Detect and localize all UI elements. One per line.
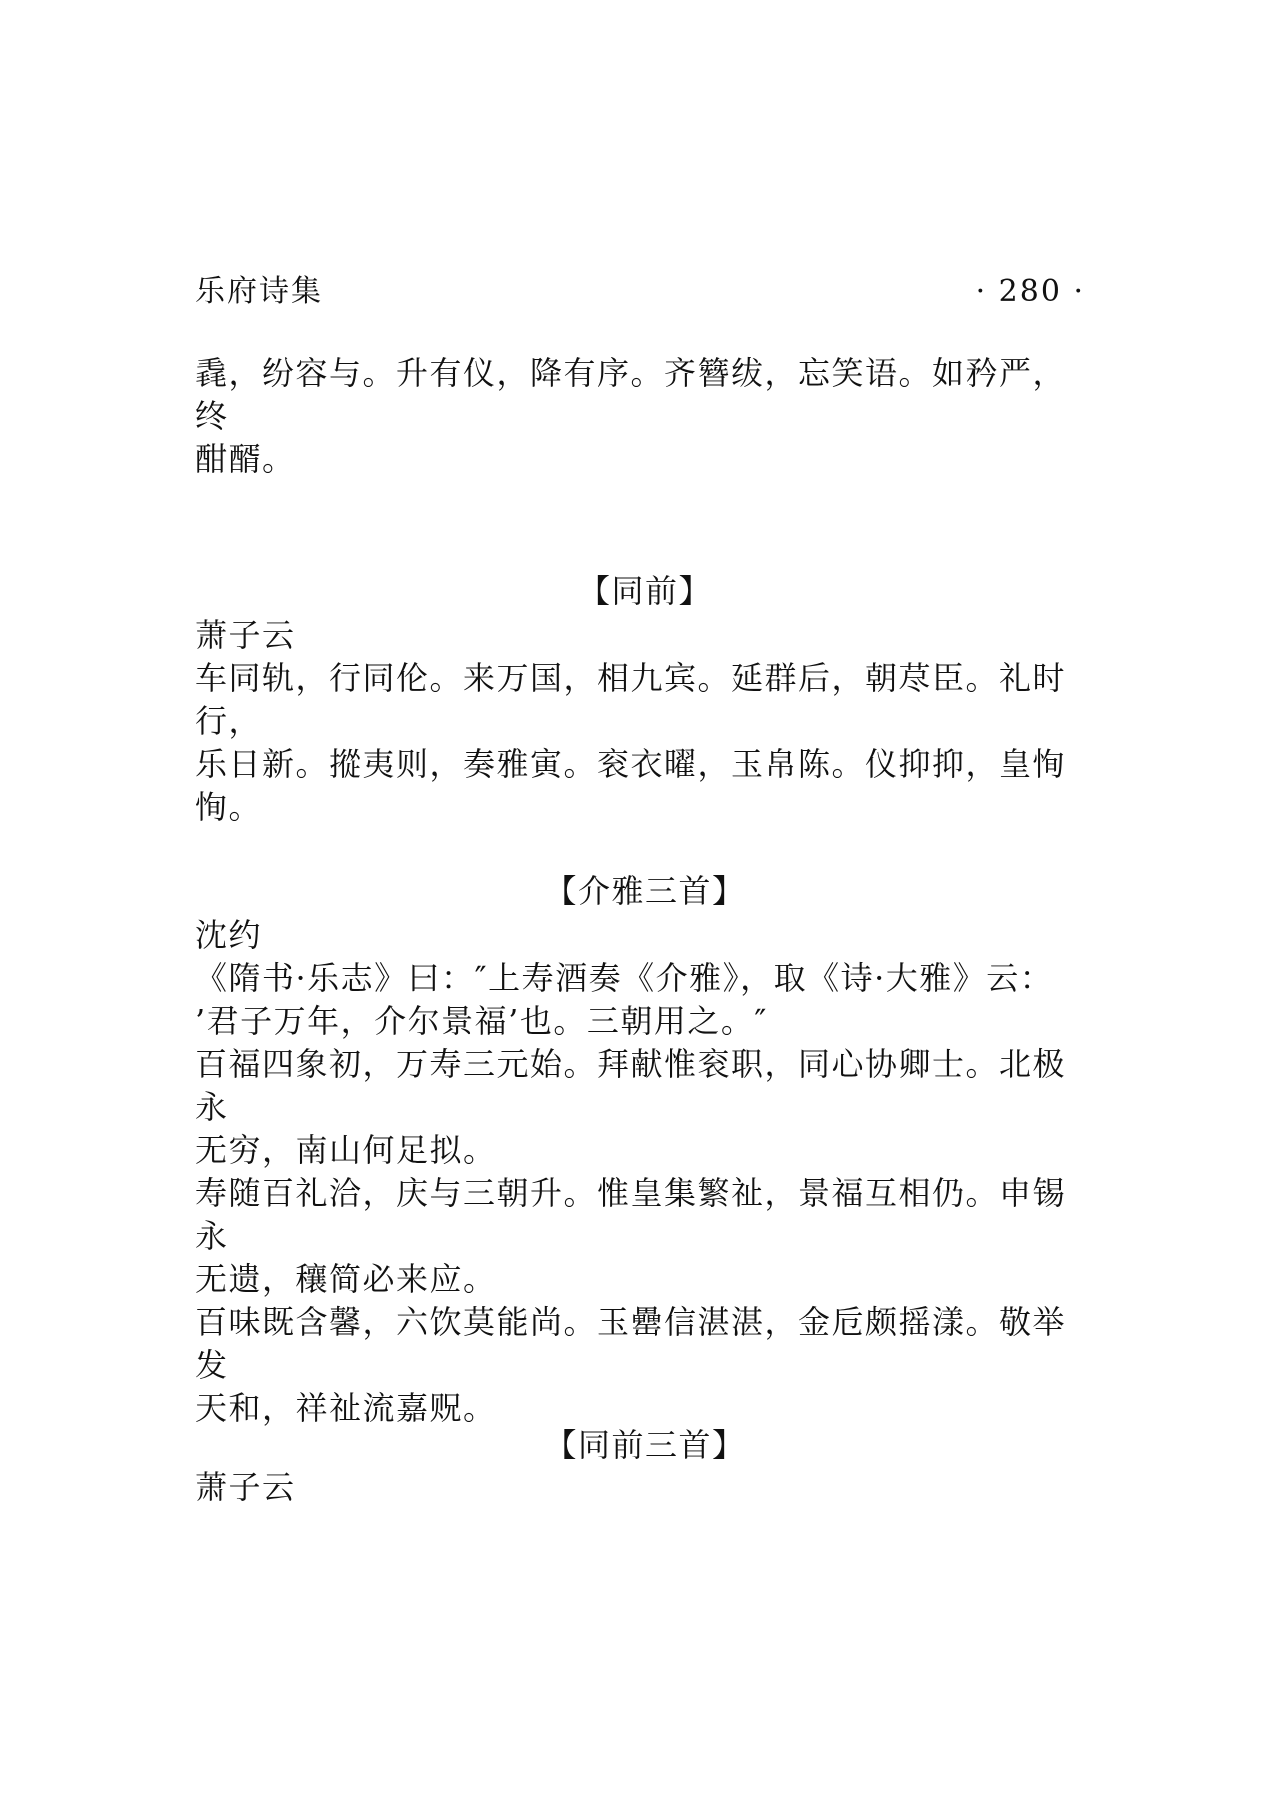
section-title: 【介雅三首】 [544, 872, 746, 910]
text-line: 无穷，南山何足拟。 [195, 1131, 497, 1169]
text-line: 毳，纷容与。升有仪，降有序。齐簪绂，忘笑语。如矜严，终 [195, 354, 1067, 435]
section-body [195, 614, 1095, 829]
text-line: ’君子万年，介尔景福’也。三朝用之。″ [195, 1002, 768, 1040]
section-title: 【同前三首】 [544, 1426, 746, 1464]
section-author: 萧子云 [195, 616, 296, 654]
text-line: 天和，祥祉流嘉贶。 [195, 1389, 497, 1427]
section-author: 萧子云 [195, 1468, 296, 1506]
section-body [195, 1466, 1095, 1509]
text-line: 寿随百礼洽，庆与三朝升。惟皇集繁祉，景福互相仍。申锡永 [195, 1174, 1067, 1255]
text-line: 百福四象初，万寿三元始。拜献惟衮职，同心协卿士。北极永 [195, 1045, 1067, 1126]
running-head [195, 270, 1085, 314]
page-number: · 280 · [975, 274, 1085, 309]
text-line: 《隋书·乐志》曰：″上寿酒奏《介雅》，取《诗·大雅》云： [195, 959, 1054, 997]
section-author: 沈约 [195, 916, 263, 954]
continuation-text [195, 352, 1095, 481]
section-body [195, 914, 1095, 1430]
text-line: 车同轨，行同伦。来万国，相九宾。延群后，朝荩臣。礼时行， [195, 659, 1067, 740]
text-line: 无遗，穰简必来应。 [195, 1260, 497, 1298]
text-line: 百味既含馨，六饮莫能尚。玉罍信湛湛，金卮颇摇漾。敬举发 [195, 1303, 1067, 1384]
text-line: 乐日新。摐夷则，奏雅寅。衮衣曜，玉帛陈。仪抑抑，皇恂恂。 [195, 745, 1067, 826]
section-title: 【同前】 [577, 572, 712, 610]
text-line: 酣醑。 [195, 440, 296, 478]
book-title: 乐府诗集 [195, 274, 323, 309]
